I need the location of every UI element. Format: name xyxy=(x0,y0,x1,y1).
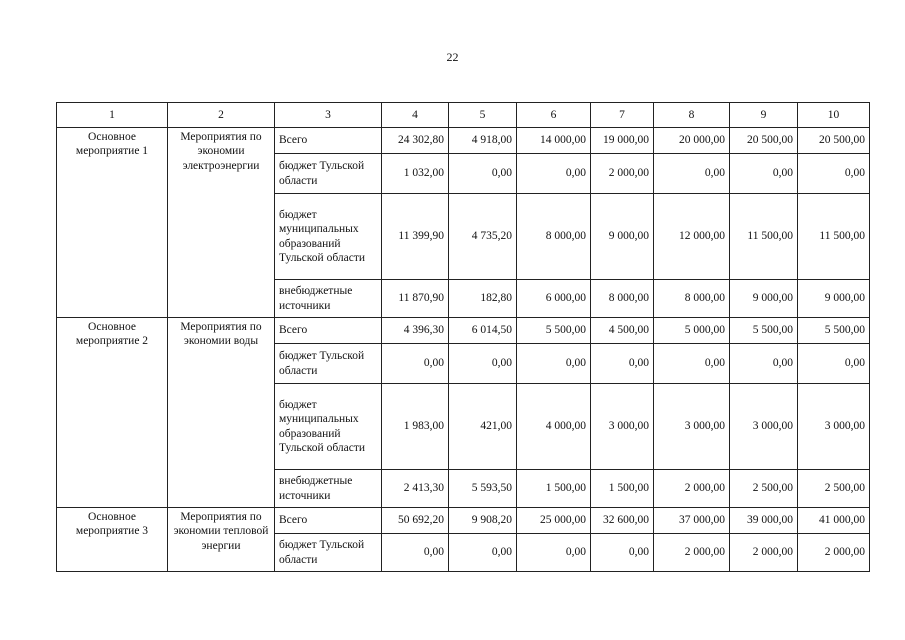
value-cell: 25 000,00 xyxy=(517,508,591,534)
value-cell: 24 302,80 xyxy=(382,128,449,154)
header-cell: 6 xyxy=(517,103,591,128)
value-cell: 0,00 xyxy=(517,534,591,572)
value-cell: 19 000,00 xyxy=(591,128,654,154)
value-cell: 9 000,00 xyxy=(591,194,654,280)
page-number: 22 xyxy=(446,50,459,64)
table-row xyxy=(57,128,870,154)
funding-source: Всего xyxy=(275,508,382,534)
value-cell: 39 000,00 xyxy=(730,508,798,534)
value-cell: 1 032,00 xyxy=(382,154,449,194)
value-cell: 0,00 xyxy=(654,344,730,384)
value-cell: 37 000,00 xyxy=(654,508,730,534)
funding-source: внебюджетные источники xyxy=(275,470,382,508)
funding-source: Всего xyxy=(275,318,382,344)
funding-source: бюджет муниципальных образований Тульской области xyxy=(275,194,382,280)
value-cell: 5 000,00 xyxy=(654,318,730,344)
value-cell: 0,00 xyxy=(449,534,517,572)
value-cell: 11 870,90 xyxy=(382,280,449,318)
value-cell: 2 000,00 xyxy=(654,534,730,572)
value-cell: 1 500,00 xyxy=(517,470,591,508)
activity-title: Мероприятия по экономии воды xyxy=(168,318,275,508)
funding-source: бюджет Тульской области xyxy=(275,344,382,384)
value-cell: 8 000,00 xyxy=(591,280,654,318)
value-cell: 0,00 xyxy=(654,154,730,194)
value-cell: 20 000,00 xyxy=(654,128,730,154)
value-cell: 2 413,30 xyxy=(382,470,449,508)
value-cell: 3 000,00 xyxy=(654,384,730,470)
value-cell: 3 000,00 xyxy=(591,384,654,470)
funding-source: бюджет Тульской области xyxy=(275,534,382,572)
value-cell: 11 399,90 xyxy=(382,194,449,280)
funding-source: бюджет муниципальных образований Тульской области xyxy=(275,384,382,470)
value-cell: 9 908,20 xyxy=(449,508,517,534)
value-cell: 0,00 xyxy=(730,154,798,194)
value-cell: 4 735,20 xyxy=(449,194,517,280)
header-cell: 3 xyxy=(275,103,382,128)
value-cell: 2 500,00 xyxy=(730,470,798,508)
activity-name: Основное мероприятие 1 xyxy=(57,128,168,318)
value-cell: 0,00 xyxy=(730,344,798,384)
value-cell: 20 500,00 xyxy=(730,128,798,154)
value-cell: 8 000,00 xyxy=(517,194,591,280)
header-cell: 4 xyxy=(382,103,449,128)
value-cell: 5 500,00 xyxy=(517,318,591,344)
value-cell: 5 593,50 xyxy=(449,470,517,508)
header-cell: 10 xyxy=(798,103,870,128)
header-cell: 1 xyxy=(57,103,168,128)
value-cell: 5 500,00 xyxy=(798,318,870,344)
funding-source: внебюджетные источники xyxy=(275,280,382,318)
header-cell: 5 xyxy=(449,103,517,128)
value-cell: 1 983,00 xyxy=(382,384,449,470)
value-cell: 0,00 xyxy=(591,344,654,384)
value-cell: 1 500,00 xyxy=(591,470,654,508)
value-cell: 0,00 xyxy=(798,344,870,384)
header-cell: 8 xyxy=(654,103,730,128)
activity-name: Основное мероприятие 3 xyxy=(57,508,168,572)
funding-source: Всего xyxy=(275,128,382,154)
value-cell: 4 500,00 xyxy=(591,318,654,344)
header-cell: 2 xyxy=(168,103,275,128)
value-cell: 41 000,00 xyxy=(798,508,870,534)
value-cell: 0,00 xyxy=(517,154,591,194)
value-cell: 5 500,00 xyxy=(730,318,798,344)
value-cell: 421,00 xyxy=(449,384,517,470)
header-row xyxy=(57,103,870,128)
value-cell: 32 600,00 xyxy=(591,508,654,534)
value-cell: 4 000,00 xyxy=(517,384,591,470)
value-cell: 14 000,00 xyxy=(517,128,591,154)
activity-title: Мероприятия по экономии тепловой энергии xyxy=(168,508,275,572)
value-cell: 20 500,00 xyxy=(798,128,870,154)
value-cell: 6 014,50 xyxy=(449,318,517,344)
value-cell: 4 918,00 xyxy=(449,128,517,154)
value-cell: 9 000,00 xyxy=(730,280,798,318)
table-row xyxy=(57,318,870,344)
value-cell: 3 000,00 xyxy=(798,384,870,470)
value-cell: 2 000,00 xyxy=(730,534,798,572)
value-cell: 0,00 xyxy=(517,344,591,384)
value-cell: 50 692,20 xyxy=(382,508,449,534)
activity-name: Основное мероприятие 2 xyxy=(57,318,168,508)
value-cell: 182,80 xyxy=(449,280,517,318)
header-cell: 7 xyxy=(591,103,654,128)
header-cell: 9 xyxy=(730,103,798,128)
value-cell: 0,00 xyxy=(449,344,517,384)
value-cell: 4 396,30 xyxy=(382,318,449,344)
value-cell: 0,00 xyxy=(591,534,654,572)
value-cell: 0,00 xyxy=(798,154,870,194)
budget-table xyxy=(56,102,870,572)
value-cell: 2 000,00 xyxy=(654,470,730,508)
table-row xyxy=(57,508,870,534)
value-cell: 8 000,00 xyxy=(654,280,730,318)
value-cell: 0,00 xyxy=(449,154,517,194)
value-cell: 9 000,00 xyxy=(798,280,870,318)
value-cell: 11 500,00 xyxy=(730,194,798,280)
value-cell: 2 000,00 xyxy=(591,154,654,194)
value-cell: 6 000,00 xyxy=(517,280,591,318)
value-cell: 3 000,00 xyxy=(730,384,798,470)
value-cell: 0,00 xyxy=(382,534,449,572)
activity-title: Мероприятия по экономии электроэнергии xyxy=(168,128,275,318)
value-cell: 12 000,00 xyxy=(654,194,730,280)
funding-source: бюджет Тульской области xyxy=(275,154,382,194)
value-cell: 0,00 xyxy=(382,344,449,384)
value-cell: 11 500,00 xyxy=(798,194,870,280)
value-cell: 2 000,00 xyxy=(798,534,870,572)
value-cell: 2 500,00 xyxy=(798,470,870,508)
